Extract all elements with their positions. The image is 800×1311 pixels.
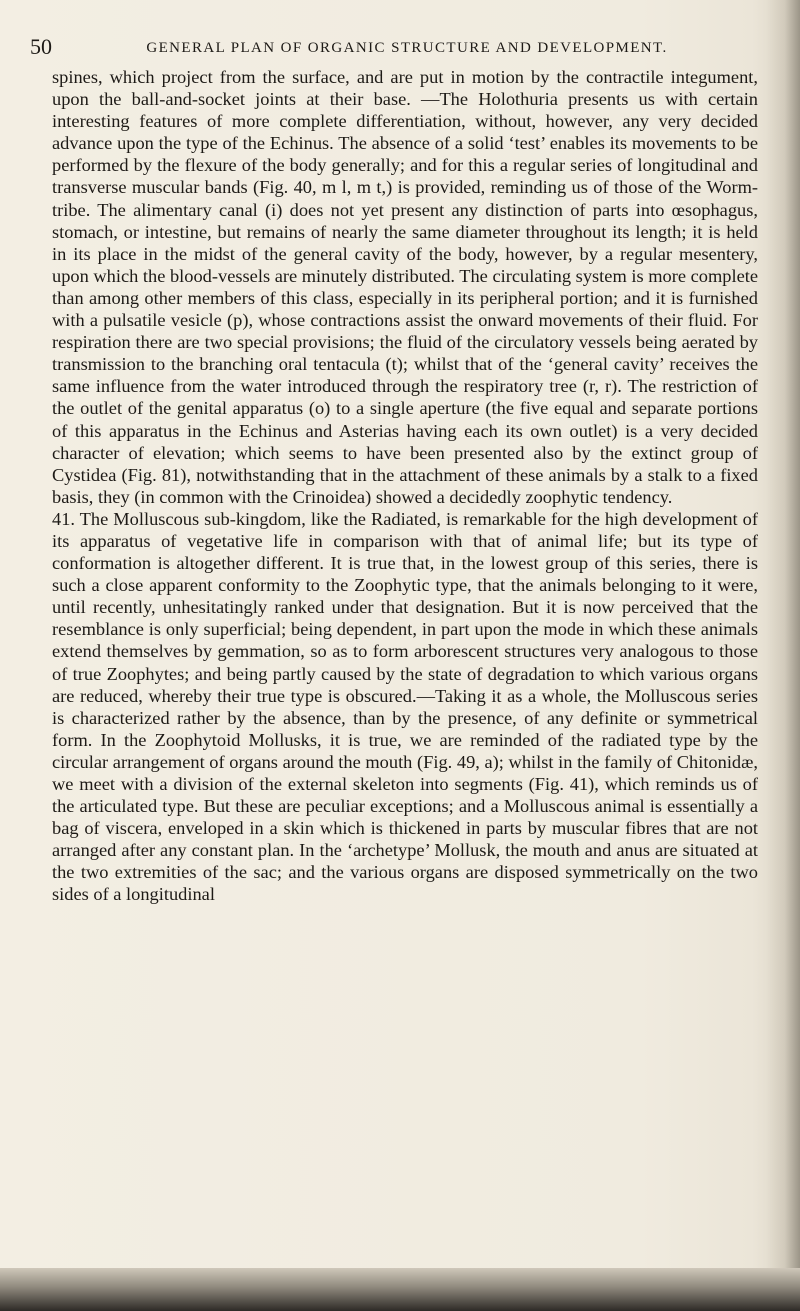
page-header xyxy=(30,36,760,60)
page-edge-shadow xyxy=(766,0,800,1311)
scan-bottom-band xyxy=(0,1268,800,1311)
body-text xyxy=(52,66,758,906)
paragraph-holothuria: spines, which project from the surface, and are put in motion by the contractile integument, upon the ball-and-socket joints at their base. —The Holothuria presents us with certain interesting features of more complete differentiation, without, however, any very decided advance upon the type of the Echinus. The absence of a solid ‘test’ enables its movements to be performed by the flexure of the body generally; and for this a regular series of longitudinal and transverse muscular bands (Fig. 40, m l, m t,) is provided, reminding us of those of the Worm-tribe. The alimentary canal (i) does not yet present any distinction of parts into œsophagus, stomach, or intestine, but remains of nearly the same diameter throughout its length; it is held in its place in the midst of the general cavity of the body, however, by a regular mesentery, upon which the blood-vessels are minutely distributed. The circulating system is more complete than among other members of this class, especially in its peripheral portion; and it is furnished with a pulsatile vesicle (p), whose contractions assist the onward movements of their fluid. For respiration there are two special provisions; the fluid of the circulatory vessels being aerated by transmission to the branching oral tentacula (t); whilst that of the ‘general cavity’ receives the same influence from the water introduced through the respiratory tree (r, r). The restriction of the outlet of the genital apparatus (o) to a single aperture (the five equal and separate portions of this apparatus in the Echinus and Asterias having each its own outlet) is a very decided character of elevation; which seems to have been presented also by the extinct group of Cystidea (Fig. 81), notwithstanding that in the attachment of these animals by a stalk to a fixed basis, they (in common with the Crinoidea) showed a decidedly zoophytic tendency. xyxy=(52,67,759,507)
running-head: GENERAL PLAN OF ORGANIC STRUCTURE AND DEVELOPMENT. xyxy=(146,40,668,56)
page-number: 50 xyxy=(30,34,52,59)
paragraph-molluscous: 41. The Molluscous sub-kingdom, like the Radiated, is remarkable for the high development of its apparatus of vegetative life in comparison with that of animal life; but its type of conformation is altogether different. It is true that, in the lowest group of this series, there is such a close apparent conformity to the Zoophytic type, that the animals belonging to it were, until recently, unhesitatingly ranked under that designation. But it is now perceived that the resemblance is only superficial; being dependent, in part upon the mode in which these animals extend themselves by gemmation, so as to form arborescent structures very analogous to those of true Zoophytes; and being partly caused by the state of degradation to which various organs are reduced, whereby their true type is obscured.—Taking it as a whole, the Molluscous series is characterized rather by the absence, than by the presence, of any definite or symmetrical form. In the Zoophytoid Mollusks, it is true, we are reminded of the radiated type by the circular arrangement of organs around the mouth (Fig. 49, a); whilst in the family of Chitonidæ, we meet with a division of the external skeleton into segments (Fig. 41), which reminds us of the articulated type. But these are peculiar exceptions; and a Molluscous animal is essentially a bag of viscera, enveloped in a skin which is thickened in parts by muscular fibres that are not arranged after any constant plan. In the ‘archetype’ Mollusk, the mouth and anus are situated at the two extremities of the sac; and the various organs are disposed symmetrically on the two sides of a longitudinal xyxy=(52,508,758,905)
